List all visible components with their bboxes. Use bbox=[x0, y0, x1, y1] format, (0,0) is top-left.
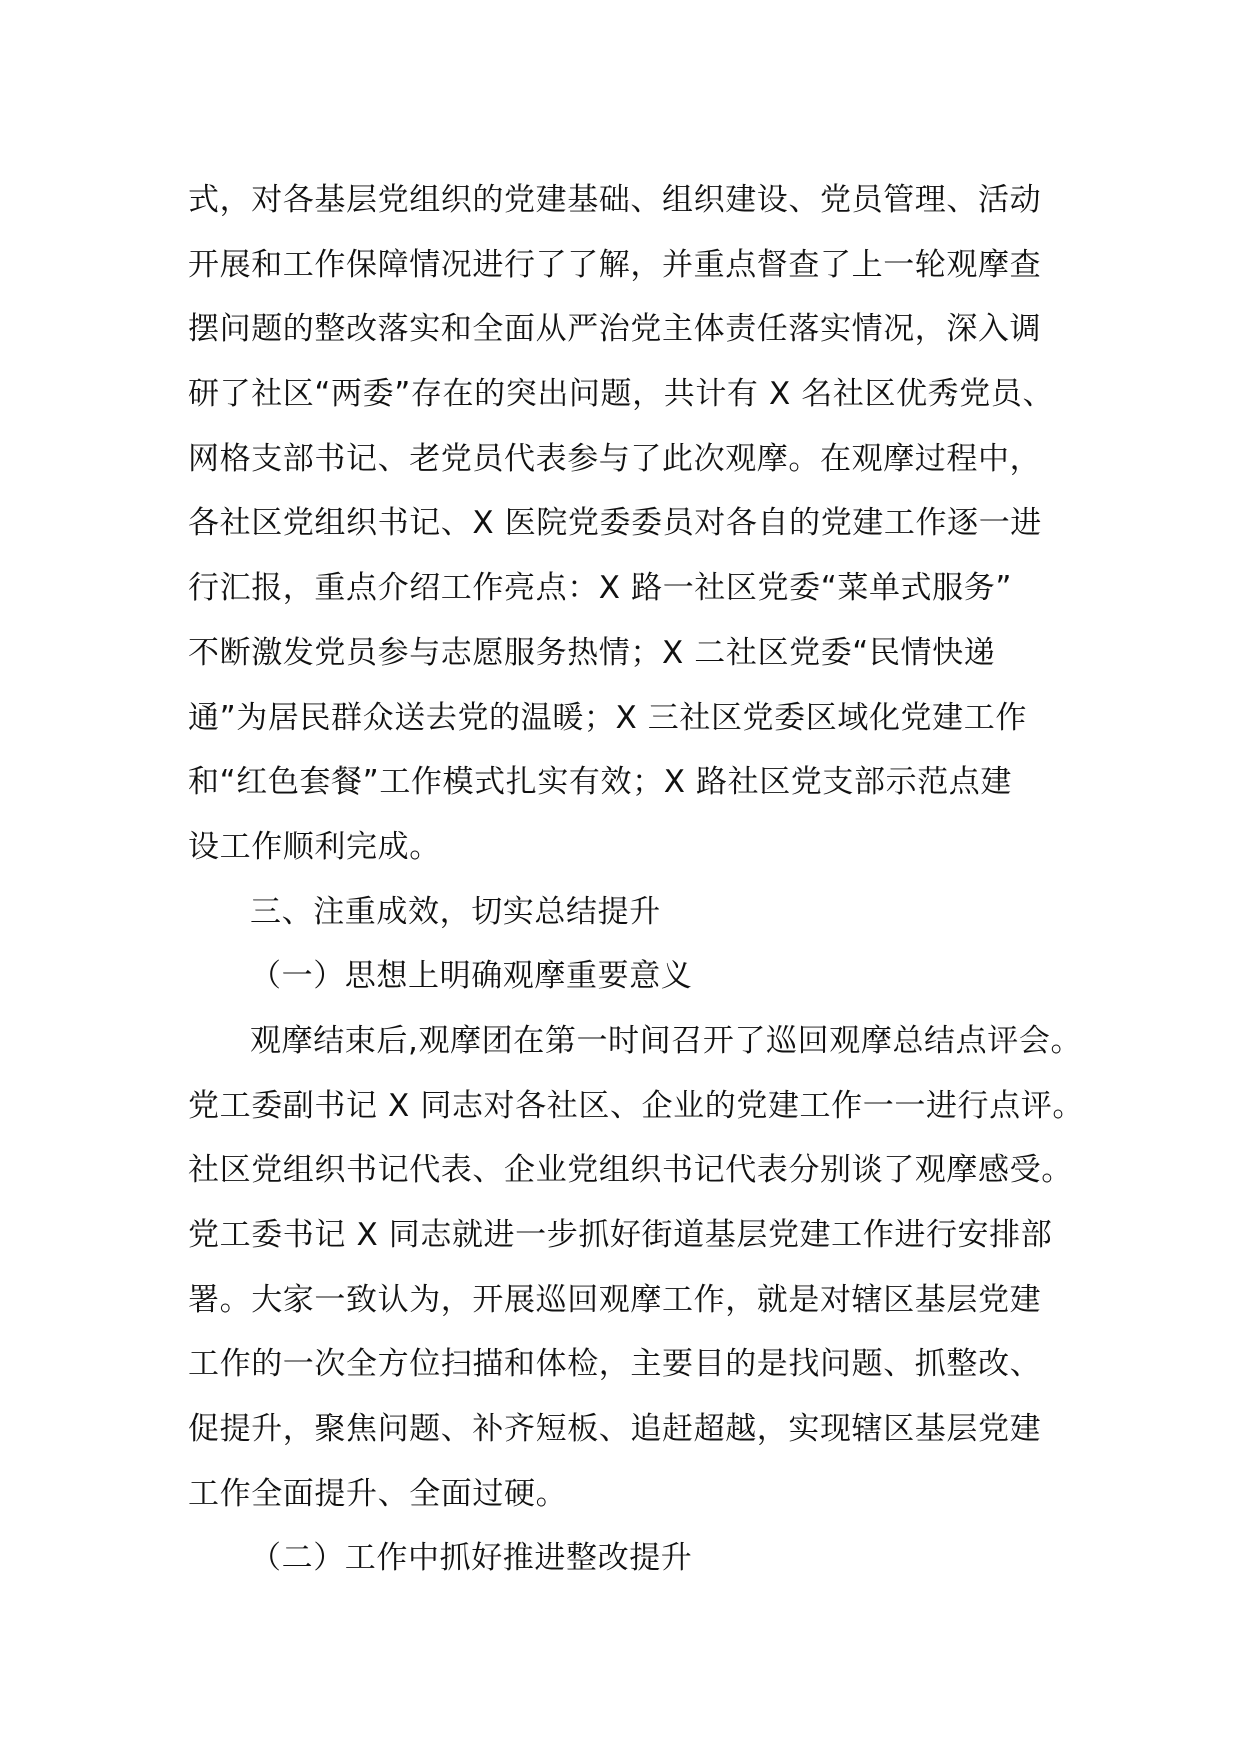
paragraph-line: 工作全面提升、全面过硬。 bbox=[188, 1475, 568, 1512]
paragraph-line: 行汇报，重点介绍工作亮点：X 路一社区党委“菜单式服务” bbox=[188, 570, 1013, 607]
subsection-heading: （一）思想上明确观摩重要意义 bbox=[250, 958, 693, 995]
paragraph-line: 和“红色套餐”工作模式扎实有效；X 路社区党支部示范点建 bbox=[188, 764, 1013, 801]
paragraph-line: 摆问题的整改落实和全面从严治党主体责任落实情况，深入调 bbox=[188, 311, 1042, 348]
paragraph-line: 党工委书记 X 同志就进一步抓好街道基层党建工作进行安排部 bbox=[188, 1217, 1053, 1253]
paragraph-line: 党工委副书记 X 同志对各社区、企业的党建工作一一进行点评。 bbox=[188, 1087, 1084, 1124]
section-heading: 三、注重成效，切实总结提升 bbox=[250, 893, 661, 930]
paragraph-line: 式，对各基层党组织的党建基础、组织建设、党员管理、活动 bbox=[188, 182, 1042, 218]
paragraph-line: 署。大家一致认为，开展巡回观摩工作，就是对辖区基层党建 bbox=[188, 1281, 1042, 1318]
document-body bbox=[188, 168, 1084, 1591]
paragraph-line: 开展和工作保障情况进行了了解，并重点督查了上一轮观摩查 bbox=[188, 246, 1042, 283]
subsection-heading: （二）工作中抓好推进整改提升 bbox=[250, 1540, 693, 1577]
paragraph-line: 各社区党组织书记、X 医院党委委员对各自的党建工作逐一进 bbox=[188, 505, 1042, 542]
paragraph-line: 促提升，聚焦问题、补齐短板、追赶超越，实现辖区基层党建 bbox=[188, 1411, 1042, 1448]
paragraph-line: 网格支部书记、老党员代表参与了此次观摩。在观摩过程中， bbox=[188, 440, 1042, 477]
paragraph-line: 不断激发党员参与志愿服务热情；X 二社区党委“民情快递 bbox=[188, 634, 996, 671]
paragraph-line: 社区党组织书记代表、企业党组织书记代表分别谈了观摩感受。 bbox=[188, 1152, 1073, 1189]
paragraph-line: 观摩结束后,观摩团在第一时间召开了巡回观摩总结点评会。 bbox=[250, 1022, 1083, 1059]
paragraph-line: 工作的一次全方位扫描和体检，主要目的是找问题、抓整改、 bbox=[188, 1346, 1042, 1383]
paragraph-line: 通”为居民群众送去党的温暖；X 三社区党委区域化党建工作 bbox=[188, 699, 1027, 736]
paragraph-line: 设工作顺利完成。 bbox=[188, 828, 441, 865]
paragraph-line: 研了社区“两委”存在的突出问题，共计有 X 名社区优秀党员、 bbox=[188, 376, 1055, 413]
